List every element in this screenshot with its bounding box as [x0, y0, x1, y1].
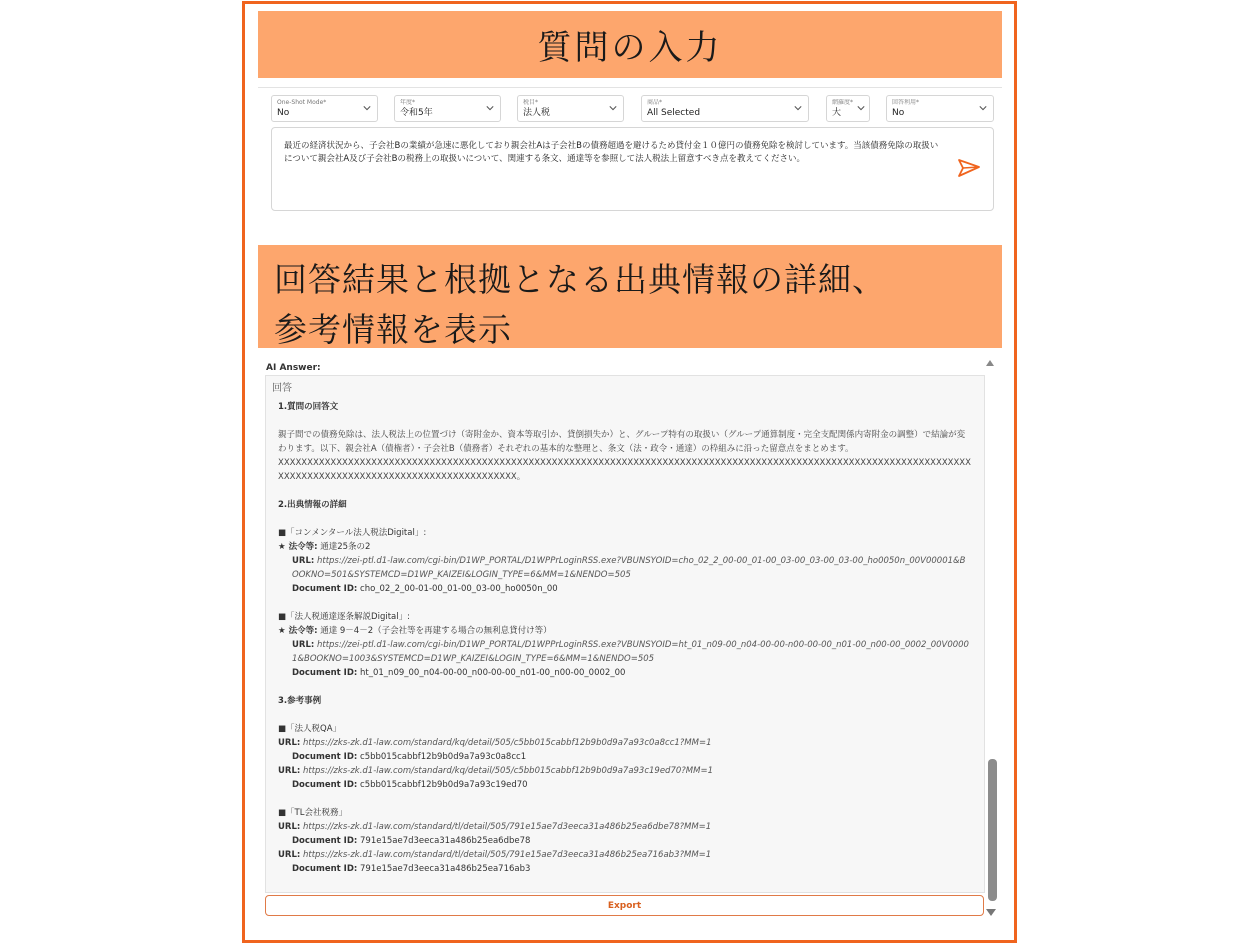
answer-placeholder-text: XXXXXXXXXXXXXXXXXXXXXXXXXXXXXXXXXXXXXXXXXXXXXXXXXXXXXXXXXXXXXXXXXXXXXXXXXXXXXXXXXXXXXXXXXXXXXXXXXXXXXXXXXXXXXXXXXXXXXXXXXXXXXXXXXXXXXXXXXXXXXXXXXXXXXXXXXXXXXXXX。 — [278, 458, 971, 482]
chevron-down-icon — [363, 104, 371, 112]
chevron-down-icon — [486, 104, 494, 112]
input-section-banner — [258, 11, 1002, 78]
question-input[interactable] — [271, 127, 994, 211]
scrollbar-thumb[interactable] — [988, 759, 997, 901]
law-value: 通達25条の2 — [320, 542, 371, 552]
section-answer-title: 1.質問の回答文 — [278, 402, 339, 412]
document-id-label: Document ID: — [292, 584, 358, 594]
document-id-value: cho_02_2_00-01-00_01-00_03-00_ho0050n_00 — [360, 584, 558, 594]
divider — [258, 87, 1002, 88]
document-id-label: Document ID: — [292, 668, 358, 678]
document-id-label: Document ID: — [292, 780, 358, 790]
url-label: URL: — [292, 640, 315, 650]
input-section-title: 質問の入力 — [537, 28, 723, 68]
one-shot-mode-value: No — [277, 108, 290, 118]
coverage-label: 網羅度* — [832, 99, 853, 106]
reference-url-link[interactable]: https://zks-zk.d1-law.com/standard/tl/detail/505/791e15ae7d3eeca31a486b25ea716ab3?MM=1 — [302, 850, 712, 860]
source-title: ■「コンメンタール法人税法Digital」: — [278, 528, 427, 538]
answer-usage-value: No — [892, 108, 905, 118]
result-section-title-line1: 回答結果と根拠となる出典情報の詳細、 — [274, 260, 886, 299]
document-id-value: 791e15ae7d3eeca31a486b25ea6dbe78 — [360, 836, 531, 846]
source-url-link[interactable]: https://zei-ptl.d1-law.com/cgi-bin/D1WP_PORTAL/D1WPPrLoginRSS.exe?VBUNSYOID=ht_01_n09-00_n04-00-00-n00-00-00_n01-00_n00-00_0002_00V00001&BOOKNO=1003&SYSTEMCD=D1WP_KAIZEI&LOGIN_TYPE=6&MM=1&NENDO=505 — [292, 640, 969, 664]
reference-url-link[interactable]: https://zks-zk.d1-law.com/standard/kq/detail/505/c5bb015cabbf12b9b0d9a7a93c0a8cc1?MM=1 — [302, 738, 712, 748]
url-label: URL: — [278, 822, 301, 832]
export-button[interactable] — [265, 895, 984, 916]
coverage-select[interactable] — [826, 95, 870, 122]
reference-title: ■「法人税QA」 — [278, 724, 342, 734]
url-label: URL: — [278, 850, 301, 860]
source-url-link[interactable]: https://zei-ptl.d1-law.com/cgi-bin/D1WP_PORTAL/D1WPPrLoginRSS.exe?VBUNSYOID=cho_02_2_00-00_01-00_03-00_03-00_03-00_ho0050n_00V00001&BOOKNO=501&SYSTEMCD=D1WP_KAIZEI&LOGIN_TYPE=6&MM=1&NENDO=505 — [292, 556, 966, 580]
url-label: URL: — [278, 738, 301, 748]
scroll-down-arrow[interactable] — [986, 909, 996, 916]
tax-type-value: 法人税 — [523, 108, 551, 118]
ai-answer-panel[interactable] — [265, 375, 985, 893]
reference-url-link[interactable]: https://zks-zk.d1-law.com/standard/tl/detail/505/791e15ae7d3eeca31a486b25ea6dbe78?MM=1 — [302, 822, 712, 832]
result-section-title-line2: 参考情報を表示 — [274, 310, 512, 349]
question-text: 最近の経済状況から、子会社Bの業績が急速に悪化しており親会社Aは子会社Bの債務超過を避けるため貸付金１０億円の債務免除を検討しています。当該債務免除の取扱いについて親会社A及び子会社Bの税務上の取扱いについて、関連する条文、通達等を参照して法人税法上留意すべき点を教えてください。 — [284, 141, 939, 164]
section-references-title: 3.参考事例 — [278, 696, 322, 706]
document-id-label: Document ID: — [292, 836, 358, 846]
url-label: URL: — [278, 766, 301, 776]
law-value: 通達 9－4－2（子会社等を再建する場合の無利息貸付け等） — [320, 626, 552, 636]
chevron-down-icon — [794, 104, 802, 112]
reference-url-link[interactable]: https://zks-zk.d1-law.com/standard/kq/detail/505/c5bb015cabbf12b9b0d9a7a93c19ed70?MM=1 — [302, 766, 713, 776]
tax-type-select[interactable] — [517, 95, 624, 122]
fiscal-year-select[interactable] — [394, 95, 501, 122]
chevron-down-icon — [857, 104, 865, 112]
document-id-value: c5bb015cabbf12b9b0d9a7a93c0a8cc1 — [360, 752, 527, 762]
product-select[interactable] — [641, 95, 809, 122]
fiscal-year-label: 年度* — [400, 99, 416, 106]
ai-answer-label: AI Answer: — [266, 363, 321, 373]
one-shot-mode-label: One-Shot Mode* — [277, 99, 327, 106]
law-label: ★ 法令等: — [278, 542, 318, 552]
source-title: ■「法人税通達逐条解説Digital」: — [278, 612, 410, 622]
one-shot-mode-select[interactable] — [271, 95, 378, 122]
scroll-up-arrow[interactable] — [986, 360, 994, 366]
product-label: 商品* — [647, 99, 663, 106]
export-button-label: Export — [607, 900, 642, 911]
source-block-2 — [272, 610, 972, 680]
reference-title: ■「TL会社税務」 — [278, 808, 347, 818]
document-id-value: 791e15ae7d3eeca31a486b25ea716ab3 — [360, 864, 531, 874]
url-label: URL: — [292, 556, 315, 566]
fiscal-year-value: 令和5年 — [400, 108, 433, 118]
reference-block-1 — [272, 722, 972, 792]
reference-block-2 — [272, 806, 972, 876]
tax-type-label: 税目* — [523, 99, 539, 106]
chevron-down-icon — [979, 104, 987, 112]
source-block-1 — [272, 526, 972, 596]
paper-plane-icon[interactable] — [957, 157, 981, 179]
document-id-value: c5bb015cabbf12b9b0d9a7a93c19ed70 — [360, 780, 528, 790]
answer-usage-label: 回答利用* — [892, 99, 920, 106]
product-value: All Selected — [647, 108, 701, 118]
section-sources-title: 2.出典情報の詳細 — [278, 500, 347, 510]
chevron-down-icon — [609, 104, 617, 112]
law-label: ★ 法令等: — [278, 626, 318, 636]
answer-usage-select[interactable] — [886, 95, 994, 122]
document-id-label: Document ID: — [292, 864, 358, 874]
result-section-banner — [258, 245, 1002, 348]
coverage-value: 大 — [832, 108, 842, 118]
document-id-label: Document ID: — [292, 752, 358, 762]
answer-paragraph: 親子間での債務免除は、法人税法上の位置づけ（寄附金か、資本等取引か、貸倒損失か）と、グループ特有の取扱い（グループ通算制度・完全支配関係内寄附金の調整）で結論が変わります。以下、親会社A（債権者）・子会社B（債務者）それぞれの基本的な整理と、条文（法・政令・通達）の枠組みに沿った留意点をまとめます。 — [278, 430, 966, 454]
document-id-value: ht_01_n09_00_n04-00-00_n00-00-00_n01-00_n00-00_0002_00 — [360, 668, 626, 678]
answer-header: 回答 — [272, 383, 292, 394]
